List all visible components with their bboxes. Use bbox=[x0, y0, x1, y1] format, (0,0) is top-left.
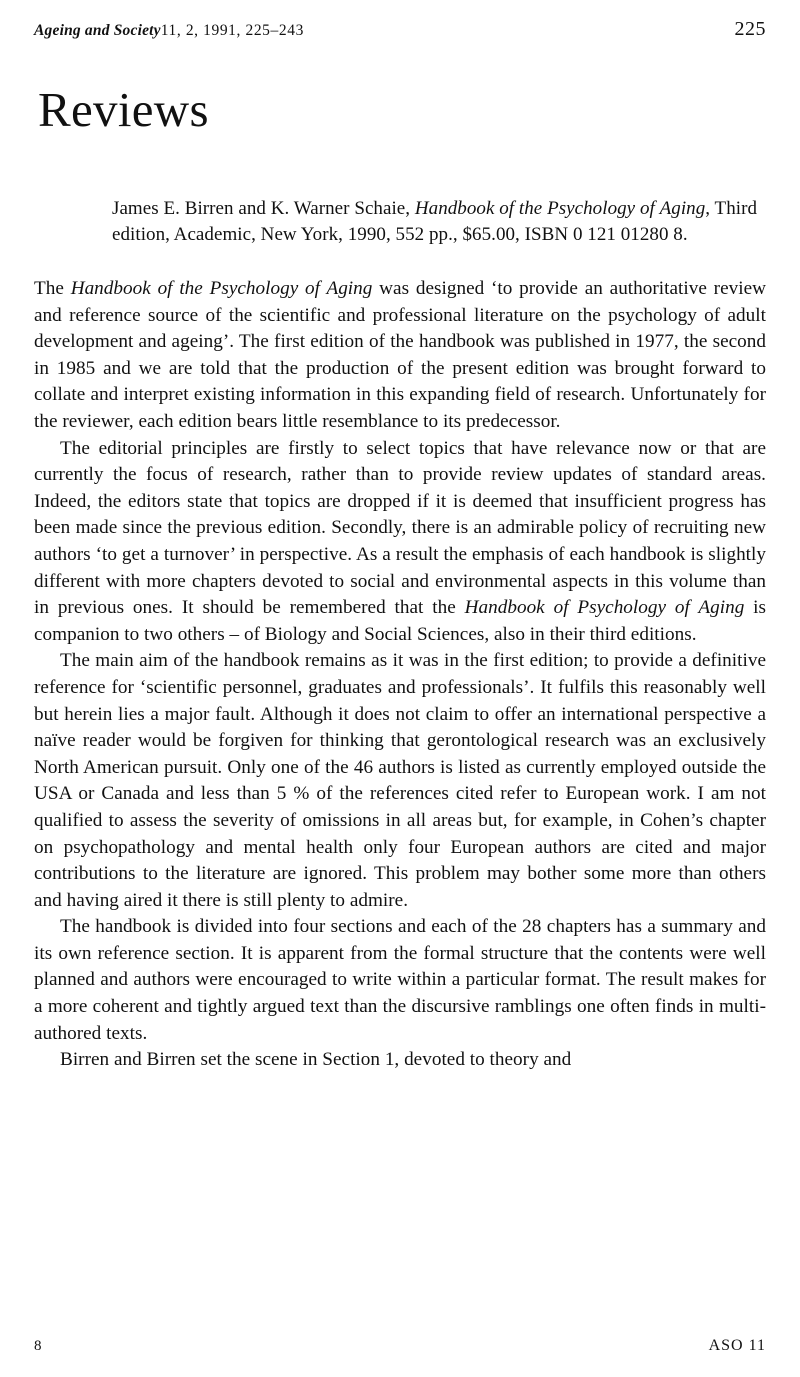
header-spacer bbox=[34, 43, 766, 85]
body-paragraph bbox=[34, 276, 766, 436]
signature-mark: 8 bbox=[34, 1338, 42, 1354]
italic-title: Handbook of the Psychology of Aging bbox=[70, 278, 373, 300]
text-run: The handbook is divided into four sections and each of the 28 chapters has a summary and its own reference section. It is apparent from the formal structure that the contents were well planned and authors were encouraged to write within a particular format. The result makes for a more coherent and tightly argued text than the discursive ramblings one often finds in multi-authored texts. bbox=[34, 916, 766, 1044]
review-body bbox=[34, 276, 766, 1074]
entry-spacer bbox=[34, 248, 766, 276]
title-spacer bbox=[34, 134, 766, 196]
book-title-part1: Handbook of the Psychology of bbox=[414, 198, 655, 219]
book-reference bbox=[112, 196, 766, 248]
text-run: The main aim of the handbook remains as it was in the first edition; to provide a definitive reference for ‘scientific personnel, graduates and professionals’. It fulfils this reasonably well but herein lies a major fault. Although it does not claim to offer an international perspective a naïve reader would be forgiven for thinking that gerontological research was an exclusively North American pursuit. Only one of the 46 authors is listed as currently employed outside the USA or Canada and less than 5 % of the references cited refer to European work. I am not qualified to assess the severity of omissions in all areas but, for example, in Cohen’s chapter on psychopathology and mental health only four European authors are cited and major contributions to the literature are ignored. This problem may bother some more than others and having aired it there is still plenty to admire. bbox=[34, 650, 766, 911]
journal-citation: 11, 2, 1991, 225–243 bbox=[160, 22, 304, 39]
book-publication-details: , Third edition, Academic, New York, 1990, 552 pp., $65.00, bbox=[112, 198, 757, 246]
text-run: The editorial principles are firstly to select topics that have relevance now or that are currently the focus of research, rather than to provide review updates of standard areas. Indeed, the editors state that topics are dropped if it is deemed that insufficient progress has been made since the previous edition. Secondly, there is an admirable policy of recruiting new authors ‘to get a turnover’ in perspective. As a result the emphasis of each handbook is slightly different with more chapters devoted to social and environmental aspects in this volume than in previous ones. It should be remembered that the bbox=[34, 437, 766, 619]
page-folio: 225 bbox=[734, 18, 766, 40]
body-paragraph bbox=[34, 1047, 766, 1074]
book-authors: James E. Birren and K. Warner Schaie, bbox=[112, 198, 415, 219]
text-run: Birren and Birren set the scene in Section 1, devoted to theory and bbox=[60, 1049, 572, 1071]
book-title-part2: Aging bbox=[659, 198, 706, 219]
text-run: is companion to two others – of Biology and Social Sciences, also in their third editions. bbox=[34, 597, 767, 645]
body-paragraph bbox=[34, 648, 766, 914]
text-run: The bbox=[34, 278, 71, 300]
body-paragraph bbox=[34, 436, 766, 649]
running-head bbox=[34, 18, 766, 41]
journal-code: ASO 11 bbox=[708, 1337, 766, 1354]
running-head-left bbox=[34, 22, 304, 40]
body-paragraph bbox=[34, 914, 766, 1047]
text-run: was designed ‘to provide an authoritative review and reference source of the scientific and professional literature on the psychology of adult development and ageing’. The first edition of the handbook was published in 1977, the second in 1985 and we are told that the production of the present edition was brought forward to collate and interpret existing information in this expanding field of research. Unfortunately for the reviewer, each edition bears little resemblance to its predecessor. bbox=[34, 278, 766, 432]
italic-title: Handbook of Psychology of Aging bbox=[464, 597, 745, 619]
journal-title: Ageing and Society bbox=[34, 22, 161, 39]
page-footer bbox=[34, 1337, 766, 1355]
page-title: Reviews bbox=[38, 82, 209, 137]
book-isbn: ISBN 0 121 01280 8. bbox=[524, 224, 688, 246]
